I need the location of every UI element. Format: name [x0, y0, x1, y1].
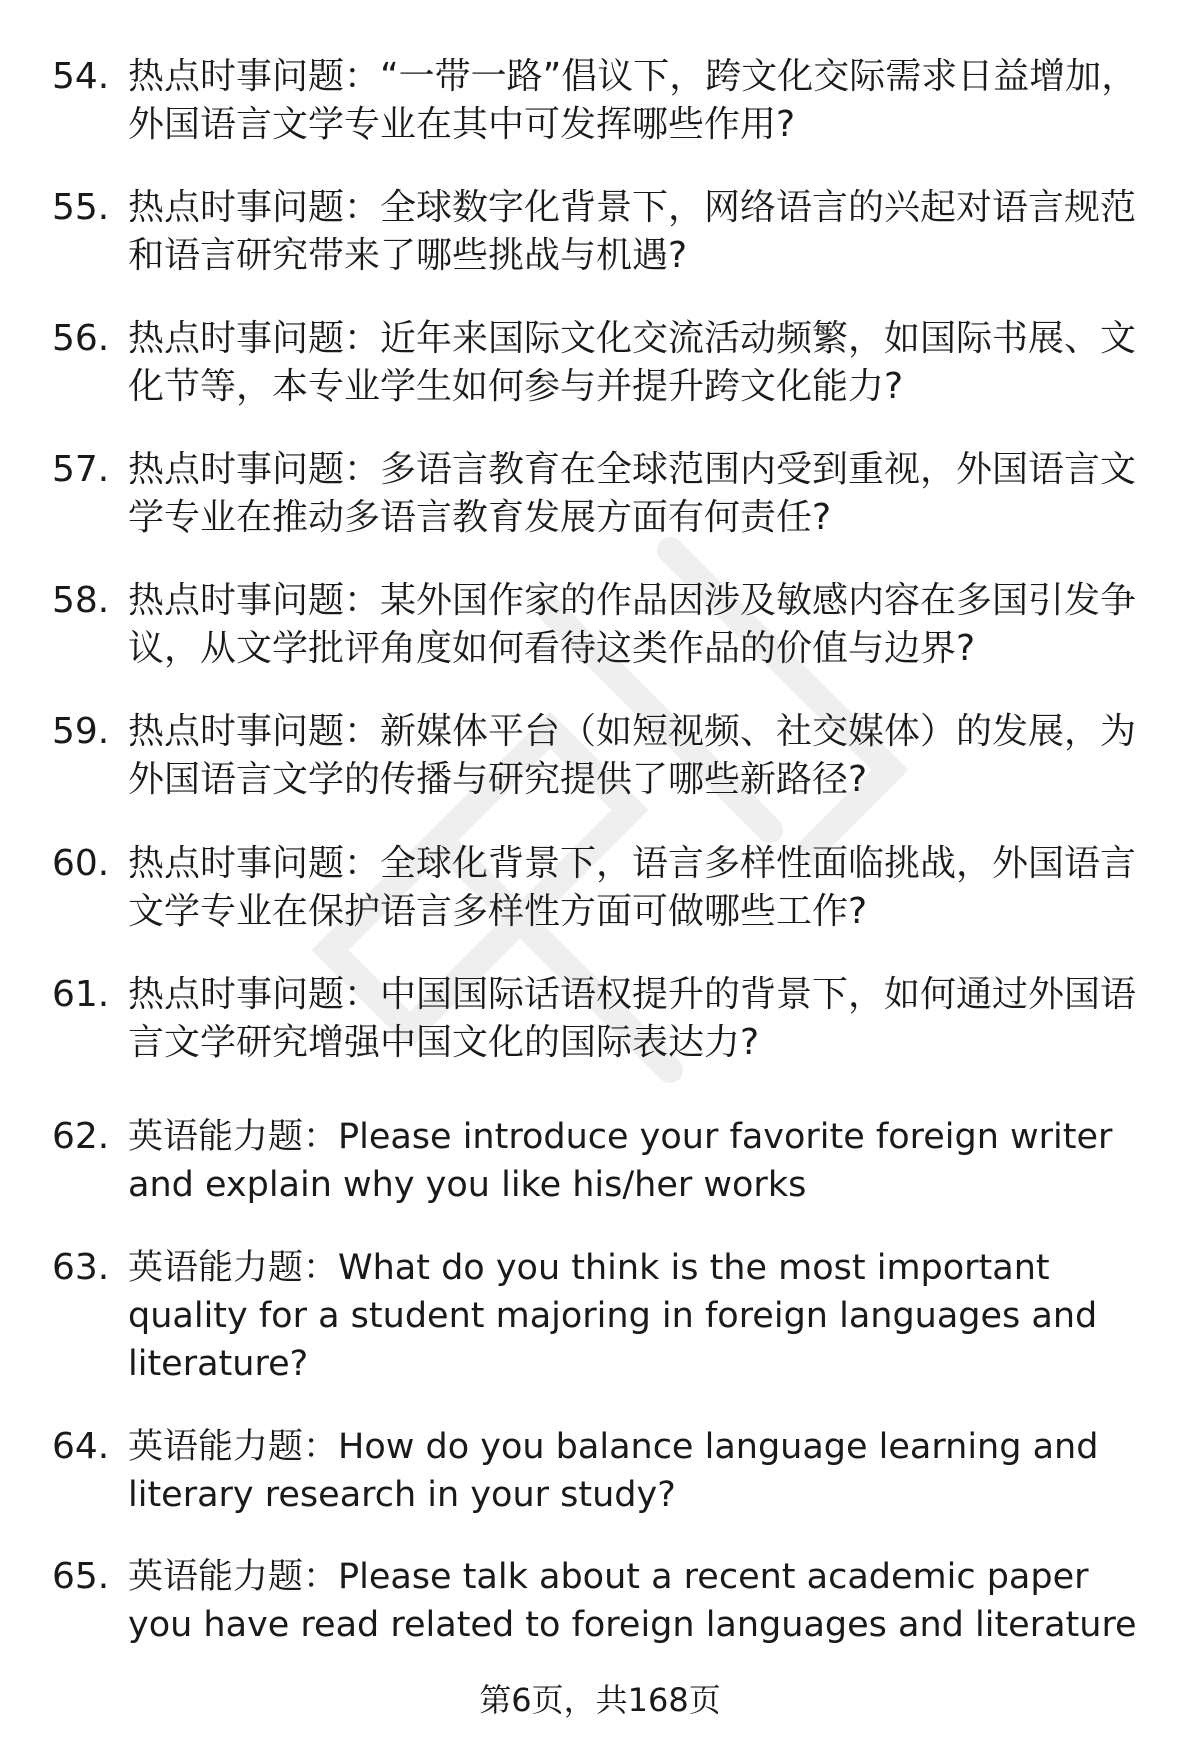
question-item-57 — [52, 446, 1152, 542]
question-text: 英语能力题：Please introduce your favorite foreign writer and explain why you like his/her works — [128, 1117, 1113, 1205]
watermark-graphic — [250, 430, 1010, 1190]
question-number: 54. — [52, 56, 110, 97]
question-text: 热点时事问题：某外国作家的作品因涉及敏感内容在多国引发争议，从文学批评角度如何看待这类作品的价值与边界? — [128, 580, 1137, 669]
question-text: 热点时事问题：中国国际话语权提升的背景下，如何通过外国语言文学研究增强中国文化的国际表达力? — [128, 974, 1137, 1063]
question-item-61 — [52, 971, 1152, 1067]
question-item-56 — [52, 315, 1152, 411]
question-text: 英语能力题：How do you balance language learning and literary research in your study? — [128, 1427, 1099, 1515]
question-number: 65. — [52, 1556, 110, 1597]
question-number: 61. — [52, 974, 110, 1015]
question-item-63 — [52, 1244, 1152, 1388]
question-number: 55. — [52, 187, 110, 228]
question-number: 64. — [52, 1426, 110, 1467]
question-text: 热点时事问题：多语言教育在全球范围内受到重视，外国语言文学专业在推动多语言教育发展方面有何责任? — [128, 449, 1137, 538]
question-number: 60. — [52, 843, 110, 884]
question-item-54 — [52, 53, 1152, 149]
question-item-60 — [52, 840, 1152, 936]
question-item-65 — [52, 1553, 1152, 1649]
question-item-64 — [52, 1423, 1152, 1519]
question-number: 57. — [52, 449, 110, 490]
question-number: 62. — [52, 1116, 110, 1157]
question-text: 热点时事问题：近年来国际文化交流活动频繁，如国际书展、文化节等，本专业学生如何参与并提升跨文化能力? — [128, 318, 1137, 407]
question-text: 热点时事问题：全球数字化背景下，网络语言的兴起对语言规范和语言研究带来了哪些挑战与机遇? — [128, 187, 1137, 276]
question-item-62 — [52, 1113, 1152, 1209]
question-text: 热点时事问题：全球化背景下，语言多样性面临挑战，外国语言文学专业在保护语言多样性方面可做哪些工作? — [128, 843, 1137, 932]
question-item-58 — [52, 577, 1152, 673]
question-item-55 — [52, 184, 1152, 280]
question-number: 59. — [52, 711, 110, 752]
question-text: 热点时事问题：新媒体平台（如短视频、社交媒体）的发展，为外国语言文学的传播与研究提供了哪些新路径? — [128, 711, 1137, 800]
page-number-footer: 第6页，共168页 — [479, 1681, 721, 1719]
question-number: 56. — [52, 318, 110, 359]
question-text: 英语能力题：What do you think is the most important quality for a student majoring in foreign languages and literature? — [128, 1248, 1098, 1384]
question-number: 58. — [52, 580, 110, 621]
question-text: 英语能力题：Please talk about a recent academic paper you have read related to foreign languages and literature — [128, 1557, 1137, 1645]
question-text: 热点时事问题：“一带一路”倡议下，跨文化交际需求日益增加，外国语言文学专业在其中可发挥哪些作用? — [128, 56, 1138, 145]
question-number: 63. — [52, 1247, 110, 1288]
question-item-59 — [52, 708, 1152, 804]
